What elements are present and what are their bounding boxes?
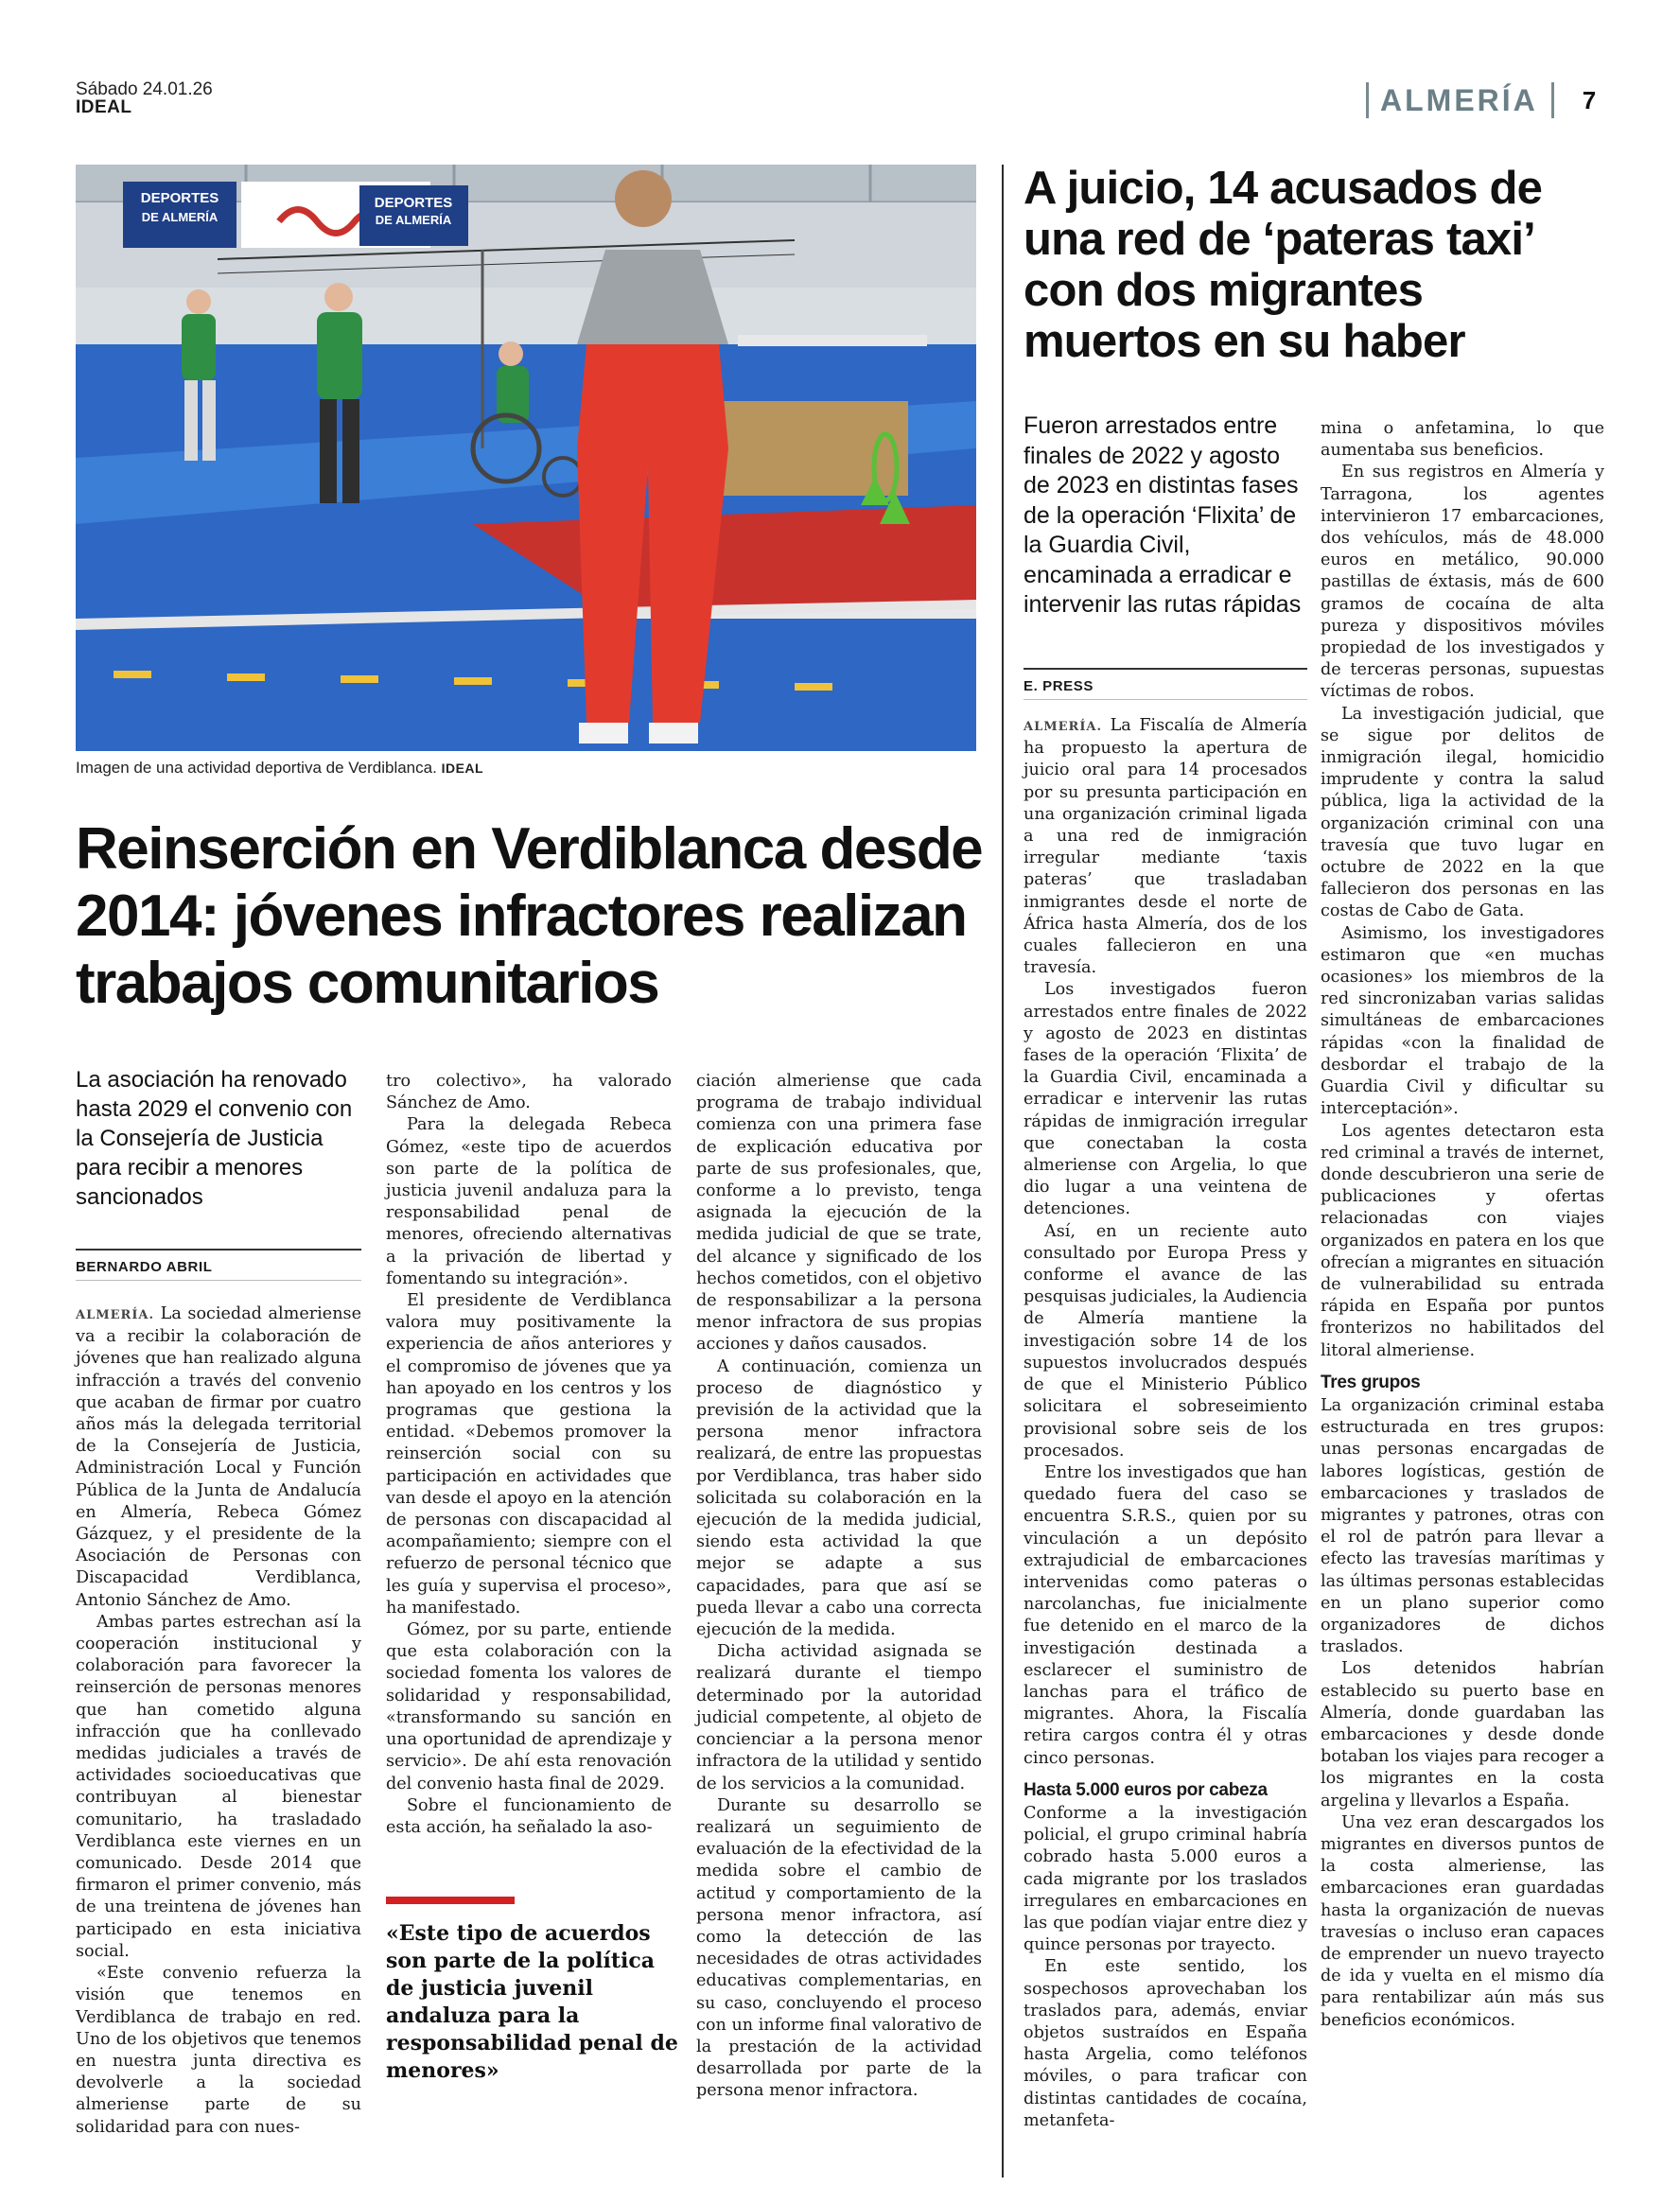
body-column-3 — [696, 1071, 982, 2103]
article-photo — [76, 165, 976, 751]
paragraph: mina o anfetamina, lo que aumentaba sus beneficios. — [1321, 419, 1604, 461]
headline-right: A juicio, 14 acusados de una red de ‘pateras taxi’ con dos migrantes muertos en su haber — [1024, 163, 1543, 367]
paragraph: Entre los investigados que han quedado fuera del caso se encuentra S.R.S., quien por su vinculación a un depósito extrajudicial de embarcaciones intervenidas como pateras o narcolanchas, fue inicialmente fue detenido en el marco de la investigación destinada a esclarecer el suministro de lanchas para el tráfico de migrantes. Ahora, la Fiscalía retira cargos contra él y otras cinco personas. — [1024, 1462, 1307, 1768]
paragraph — [76, 1303, 361, 1612]
banner-text: DEPORTES — [140, 190, 219, 206]
caption-credit: IDEAL — [441, 761, 484, 776]
banner-text: DE ALMERÍA — [375, 213, 452, 227]
paragraph: Los agentes detectaron esta red criminal a través de internet, donde descubrieron una serie de publicaciones y ofertas relacionadas con viajes organizados en patera en los que ofrecían a migrantes en situación de vulnerabilidad su entrada rápida en España por puntos fronterizos no habilitados del litoral almeriense. — [1321, 1121, 1604, 1360]
pull-quote-accent — [386, 1897, 515, 1904]
paragraph: La investigación judicial, que se sigue por delitos de inmigración ilegal, homicidio imprudente y contra la salud pública, liga la actividad de la organización criminal con una travesía que tuvo lugar en octubre de 2022 en la que fallecieron dos personas en las costas de Cabo de Gata. — [1321, 704, 1604, 921]
paragraph: Una vez eran descargados los migrantes en diversos puntos de la costa almeriense, las embarcaciones eran guardadas hasta la organización de nuevas travesías o incluso eran capaces de emprender un nuevo trayecto de ida y vuelta en el mismo día para rentabilizar aún más sus beneficios económicos. — [1321, 1812, 1604, 2030]
headline-left: Reinserción en Verdiblanca desde 2014: jóvenes infractores realizan trabajos comunitarios — [76, 816, 983, 1016]
paragraph: En sus registros en Almería y Tarragona, los agentes intervinieron 17 embarcaciones, dos vehículos, más de 48.000 euros en metálico, 90.000 pastillas de éxtasis, más de 600 gramos de cocaína de alta pureza y dispositivos móviles propiedad de los investigados y de terceras personas, supuestas víctimas de robos. — [1321, 463, 1604, 702]
paragraph: Los detenidos habrían establecido su puerto base en Almería, donde guardaban las embarcaciones y desde donde botaban los viajes para recoger a los migrantes en la costa argelina y llevarlos a España. — [1321, 1659, 1604, 1810]
dateline: ALMERÍA. — [1024, 720, 1103, 734]
publication-name: IDEAL — [76, 97, 132, 117]
paragraph: Conforme a la investigación policial, el grupo criminal habría cobrado hasta 5.000 euros a cada migrante por los traslados irregulares en embarcaciones en las que podían viajar entre diez y quince personas por trayecto. — [1024, 1803, 1307, 1955]
subhead-right: Fueron arrestados entre finales de 2022 y agosto de 2023 en distintas fases de la operación ‘Flixita’ de la Guardia Civil, encaminada a erradicar e intervenir las rutas rápidas — [1024, 412, 1302, 618]
author-byline-right: E. PRESS — [1024, 668, 1307, 700]
paragraph: «Este convenio refuerza la visión que tenemos en Verdiblanca de trabajo en red. Uno de los objetivos que tenemos en nuestra junta directiva es devolverle a la sociedad almeriense parte de su solidaridad para con nues- — [76, 1964, 361, 2137]
body-column-5 — [1321, 418, 1604, 2032]
paragraph: tro colectivo», ha valorado Sánchez de Amo. — [386, 1072, 672, 1113]
paragraph: Durante su desarrollo se realizará un seguimiento de evaluación de la efectividad de la medida sobre el cambio de actitud y comportamiento de la persona menor infractora, así como la detección de las necesidades de otras actividades educativas complementarias, en su caso, concluyendo el proceso con un informe final valorativo de la prestación de la actividad desarrollada por parte de la persona menor infractora. — [696, 1795, 982, 2101]
photo-caption — [76, 759, 483, 778]
subhead-left: La asociación ha renovado hasta 2029 el convenio con la Consejería de Justicia para recibir a menores sancionados — [76, 1067, 353, 1210]
section-name: ALMERÍA — [1380, 82, 1538, 117]
section-header — [1366, 81, 1596, 119]
page-number: 7 — [1582, 85, 1597, 114]
paragraph: Gómez, por su parte, entiende que esta colaboración con la sociedad fomenta los valores de solidaridad y responsabilidad, «transformando su sanción en una oportunidad de aprendizaje y servicio». De ahí esta renovación del convenio hasta final de 2029. — [386, 1620, 672, 1793]
paragraph — [1024, 715, 1307, 979]
pull-quote: «Este tipo de acuerdos son parte de la política de justicia juvenil andaluza para la responsabilidad penal de menores» — [386, 1921, 678, 2083]
paragraph: Asimismo, los investigadores estimaron que «en muchas ocasiones» los miembros de la red sincronizaban varias salidas simultáneas de embarcaciones rápidas «con la finalidad de desbordar el trabajo de la Guardia Civil y dificultar su interceptación». — [1321, 923, 1604, 1119]
author-byline-left: BERNARDO ABRIL — [76, 1249, 361, 1281]
paragraph: ciación almeriense que cada programa de trabajo individual comienza con una primera fase de explicación educativa por parte de sus profesionales, que, conforme a lo previsto, tenga asignada la ejecución de la medida judicial de que se trate, del alcance y significado de los hechos cometidos, con el objetivo de responsabilizar a la persona menor infractora de sus propias acciones y daños causados. — [696, 1072, 982, 1355]
paragraph: Dicha actividad asignada se realizará durante el tiempo determinado por la autoridad judicial competente, al objeto de concienciar a la persona menor infractora de la utilidad y sentido de los servicios a la comunidad. — [696, 1642, 982, 1793]
body-column-1 — [76, 1303, 361, 2139]
dateline: ALMERÍA. — [76, 1308, 155, 1322]
paragraph: En este sentido, los sospechosos aprovechaban los traslados para, además, enviar objetos sustraídos en España hasta Argelia, como teléfonos móviles, o para traficar con distintas cantidades de cocaína, metanfeta- — [1024, 1957, 1307, 2130]
banner-text: DE ALMERÍA — [141, 210, 219, 224]
body-column-4 — [1024, 715, 1307, 2132]
section-heading: Hasta 5.000 euros por cabeza — [1024, 1779, 1268, 1800]
paragraph: Ambas partes estrechan así la cooperación institucional y colaboración para favorecer la reinserción de personas menores que han cometido alguna infracción que ha conllevado medidas judiciales a través de actividades socioeducativas que contribuyan al bienestar comunitario, ha trasladado Verdiblanca este viernes en un comunicado. Desde 2014 que firmaron el primer convenio, más de una treintena de jóvenes han participado en esta iniciativa social. — [76, 1612, 361, 1961]
body-column-2 — [386, 1071, 672, 1839]
sports-court-illustration — [76, 165, 976, 751]
paragraph: El presidente de Verdiblanca valora muy positivamente la experiencia de años anteriores y el compromiso de jóvenes que ya han apoyado en los centros y los programas que gestiona la entidad. «Debemos promover la reinserción social con su participación en actividades que van desde el apoyo en la atención de personas con discapacidad al acompañamiento; siempre con el refuerzo de personal técnico que les guía y supervisa el proceso», ha manifestado. — [386, 1291, 672, 1618]
paragraph: A continuación, comienza un proceso de diagnóstico y previsión de la actividad que la persona menor infractora realizará, de entre las propuestas por Verdiblanca, tras haber sido solicitada su colaboración en la ejecución de la medida judicial, siendo esta actividad la que mejor se adapte a sus capacidades, para que así se pueda llevar a cabo una correcta ejecución de la medida. — [696, 1356, 982, 1640]
paragraph: Sobre el funcionamiento de esta acción, ha señalado la aso- — [386, 1795, 672, 1837]
issue-date: Sábado 24.01.26 — [76, 79, 213, 99]
paragraph-text: La sociedad almeriense va a recibir la colaboración de jóvenes que han realizado alguna infracción a través del convenio que acaban de firmar por cuatro años más la delegada territorial de la Consejería de Justicia, Administración Local y Función Pública de la Junta de Andalucía en Almería, Rebeca Gómez Gázquez, y el presidente de la Asociación de Personas con Discapacidad Verdiblanca, Antonio Sánchez de Amo. — [76, 1304, 361, 1610]
section-heading: Tres grupos — [1321, 1372, 1421, 1392]
banner-text: DEPORTES — [374, 195, 453, 211]
paragraph-text: La Fiscalía de Almería ha propuesto la apertura de juicio oral para 14 procesados por su presunta participación en una organización criminal ligada a una red de inmigración irregular mediante ‘taxis pateras’ que trasladaban inmigrantes desde el norte de África hasta Almería, dos de los cuales fallecieron en una travesía. — [1024, 716, 1308, 978]
paragraph: La organización criminal estaba estructurada en tres grupos: unas personas encargadas de labores logísticas, gestión de embarcaciones y traslados de migrantes y patrones, otras con el rol de patrón para llevar a efecto las travesías marítimas y las últimas personas establecidas en un plano superior como organizadores de dichos traslados. — [1321, 1395, 1604, 1657]
column-divider — [1002, 165, 1004, 2178]
paragraph: Así, en un reciente auto consultado por Europa Press y conforme el avance de las pesquisas judiciales, la Audiencia de Almería mantiene la investigación sobre 14 de los supuestos involucrados después de que el Ministerio Público solicitara el sobreseimiento provisional sobre seis de los procesados. — [1024, 1221, 1307, 1461]
paragraph: Los investigados fueron arrestados entre finales de 2022 y agosto de 2023 en distintas fases de la operación ‘Flixita’ de la Guardia Civil, encaminada a erradicar e intervenir las rutas rápidas de inmigración irregular que conectaban la costa almeriense con Argelia, lo que dio lugar a una veintena de detenciones. — [1024, 980, 1307, 1219]
caption-text: Imagen de una actividad deportiva de Verdiblanca. — [76, 759, 437, 777]
paragraph: Para la delegada Rebeca Gómez, «este tipo de acuerdos son parte de la política de justicia juvenil andaluza para la responsabilidad penal de menores, ofreciendo alternativas a la privación de libertad y fomentando su integración». — [386, 1115, 672, 1288]
